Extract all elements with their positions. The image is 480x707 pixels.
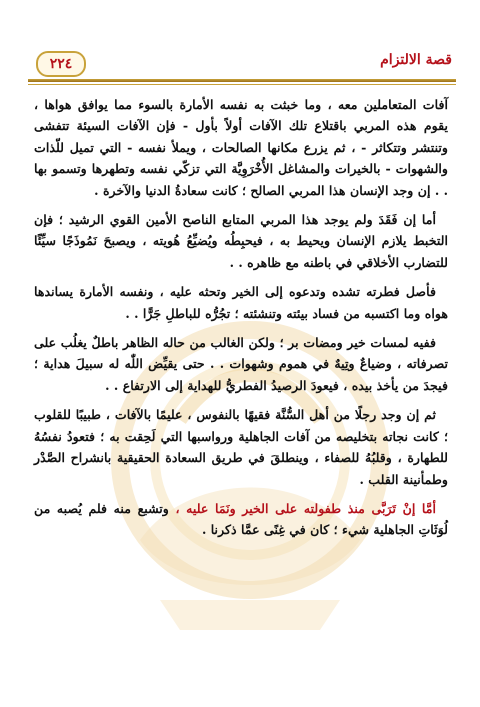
page-body xyxy=(34,94,448,549)
paragraph: فأصل فطرته تشده وتدعوه إلى الخير وتحثه عليه ، ونفسه الأمارة يساندها هواه وما اكتسبه من فساد بيئته وتنشئته ؛ تجُرُّه للباطلِ جَرًّا . . xyxy=(34,284,448,321)
paragraph: أما إن فَقَدَ ولم يوجد هذا المربي المتابع الناصح الأمين القوي الرشيد ؛ فإن التخبط يلازم الإنسان ويحيط به ، فيحبِطُه ويُضيِّعُ هُويته ، ويصبحَ نَمُوذَجًا سيِّئًا للتضارب الأخلاقي في باطنه مع ظاهره . . xyxy=(34,212,448,270)
header-divider xyxy=(28,79,456,82)
paragraph: ففيه لمسات خير ومضات بر ؛ ولكن الغالب من حاله الظاهر باطلٌ يغلُب على تصرفاته ، وضياعٌ وتِيهٌ في هموم وشهوات . . حتى يقيِّض اللّٰه له سبيلَ هداية ؛ فيجدَ من يأخذ بيده ، فيعودَ الرصيدُ الفطريُّ للهداية إلى الارتفاع . . xyxy=(34,335,448,393)
page-header xyxy=(28,48,456,86)
header-divider-thin xyxy=(28,84,456,85)
highlighted-phrase: أمَّا إنْ تَرَبَّى منذ طفولته على الخير ونَمَا عليه ، xyxy=(175,500,436,516)
page-number: ٢٢٤ xyxy=(36,51,86,77)
paragraph xyxy=(34,498,448,541)
paragraph: آفات المتعاملين معه ، وما خبثت به نفسه الأمارة بالسوء مما يوافق هواها ، يقوم هذه المربي باقتلاع تلك الآفات أولاً بأول - فإن الآفات السيئة تتفشى وتنتشر وتتكاثر - ، ثم يزرع مكانها الصالحات ، ويملأ نفسه - التي تميل للّذات والشهوات - بالخيرات والمشاغل الأُخْرَوِيَّة التي تزكّي نفسه وتطهرها وتسمو بها . . إن وجد الإنسان هذا المربي الصالح ؛ كانت سعادةُ الدنيا والآخرة . xyxy=(34,97,448,198)
paragraph: ثم إن وجد رجلًا من أهل السُّنَّة فقيهًا بالنفوس ، عليمًا بالآفات ، طبيبًا للقلوب ؛ كانت نجاته بتخليصه من آفات الجاهلية ورواسبها التي لَحِقت به ؛ فتعودُ نفسُهُ للطهارة ، وقلبُهُ للصفاء ، وينطلقَ في طريق السعادة الحقيقية بانشراح الصَّدْر وطمأنينة القلب . xyxy=(34,407,448,487)
book-title: قصة الالتزام xyxy=(380,52,452,68)
paragraph-tail: وتشبع منه فلم يُصبه من لُوَثَاتِ الجاهلية شيء ؛ كان في غِنًى عمَّا ذكرنا . xyxy=(34,500,448,538)
